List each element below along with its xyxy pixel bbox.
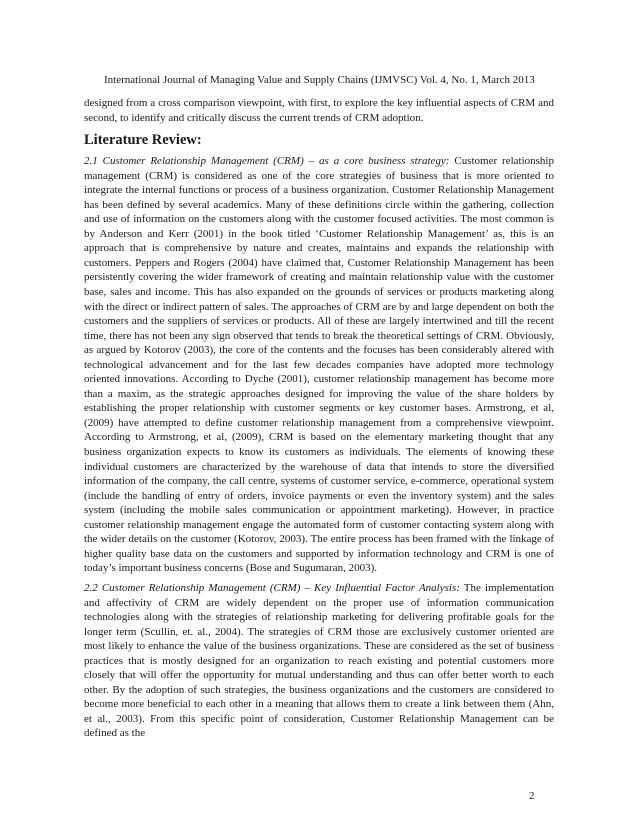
subsection-2-1-heading: 2.1 Customer Relationship Management (CRM) – as a core business strategy:: [84, 155, 450, 168]
intro-paragraph: designed from a cross comparison viewpoint, with first, to explore the key influential aspects of CRM and second, to identify and critically discuss the current trends of CRM adoption.: [84, 97, 554, 124]
subsection-2-1: [84, 154, 554, 576]
section-title: Literature Review:: [84, 132, 202, 149]
subsection-2-2-heading: 2.2 Customer Relationship Management (CRM) – Key Influential Factor Analysis:: [84, 581, 460, 594]
body-text: [84, 96, 554, 741]
page-number: 2: [529, 790, 535, 802]
subsection-2-2: [84, 581, 554, 741]
subsection-2-1-text: Customer relationship management (CRM) is considered as one of the core strategies of business that is more oriented to integrate the internal functions or process of a business organization. Customer Relationship Management has been defined by several academics. Many of these definitions circle within the gathering, collection and use of information on the customers along with the customer focused activities. The most common is by Anderson and Kerr (2001) in the book titled ‘Customer Relationship Management’ as, this is an approach that is comprehensive by nature and creates, maintains and expands the relationship with customers. Peppers and Rogers (2004) have claimed that, Customer Relationship Management has been persistently covering the wider framework of creating and maintain relationship value with the customer base, sales and income. This has also expanded on the grounds of services or products marketing along with the direct or indirect pattern of sales. The approaches of CRM are by and large dependent on both the customers and the suppliers of services or products. All of these are largely intertwined and till the recent time, there has not been any sign observed that tends to break the theoretical settings of CRM. Obviously, as argued by Kotorov (2003), the core of the contents and the focuses has been considerably altered with technological advancement and for the last few decades companies have adopted more technology oriented innovations. According to Dyche (2001), customer relationship management has become more than a maxim, as the strategic approaches designed for improving the value of the share holders by establishing the proper relationship with customer segments or key customer bases. Armstrong, et al, (2009) have attempted to define customer relationship management from a comprehensive viewpoint. According to Armstrong, et al, (2009), CRM is based on the elementary marketing thought that any business organization expects to know its customers as individuals. The elements of knowing these individual customers are characterized by the warehouse of data that intends to store the diversified information of the company, the call centre, systems of customer service, e-commerce, operational system (include the handling of entry of orders, invoice payments or even the inventory system) and the sales system (including the mobile sales communication or appointment marketing). However, in practice customer relationship management engage the automated form of customer contacting system along with the wider details on the customer (Kotorov, 2003). The entire process has been framed with the linkage of higher quality base data on the customers and supported by information technology and CRM is one of today’s important business concerns (Bose and Sugumaran, 2003).: [84, 155, 554, 575]
running-header: International Journal of Managing Value and Supply Chains (IJMVSC) Vol. 4, No. 1, March 2013: [104, 74, 535, 86]
subsection-2-2-text: The implementation and affectivity of CRM are widely dependent on the proper use of information communication technologies along with the strategies of relationship marketing for delivering profitable goals for the longer term (Scullin, et. al., 2004). The strategies of CRM those are exclusively customer oriented are most likely to enhance the value of the business organizations. These are considered as the set of business practices that is mostly designed for an organization to reach existing and potential customers more closely that will offer the opportunity for mutual understanding and thus can offer better worth to each other. By the adoption of such strategies, the business organizations and the customers are considered to become more beneficial to each other in a meaning that allows them to create a link between them (Ahn, et al., 2003). From this specific point of consideration, Customer Relationship Management can be defined as the: [84, 581, 554, 740]
